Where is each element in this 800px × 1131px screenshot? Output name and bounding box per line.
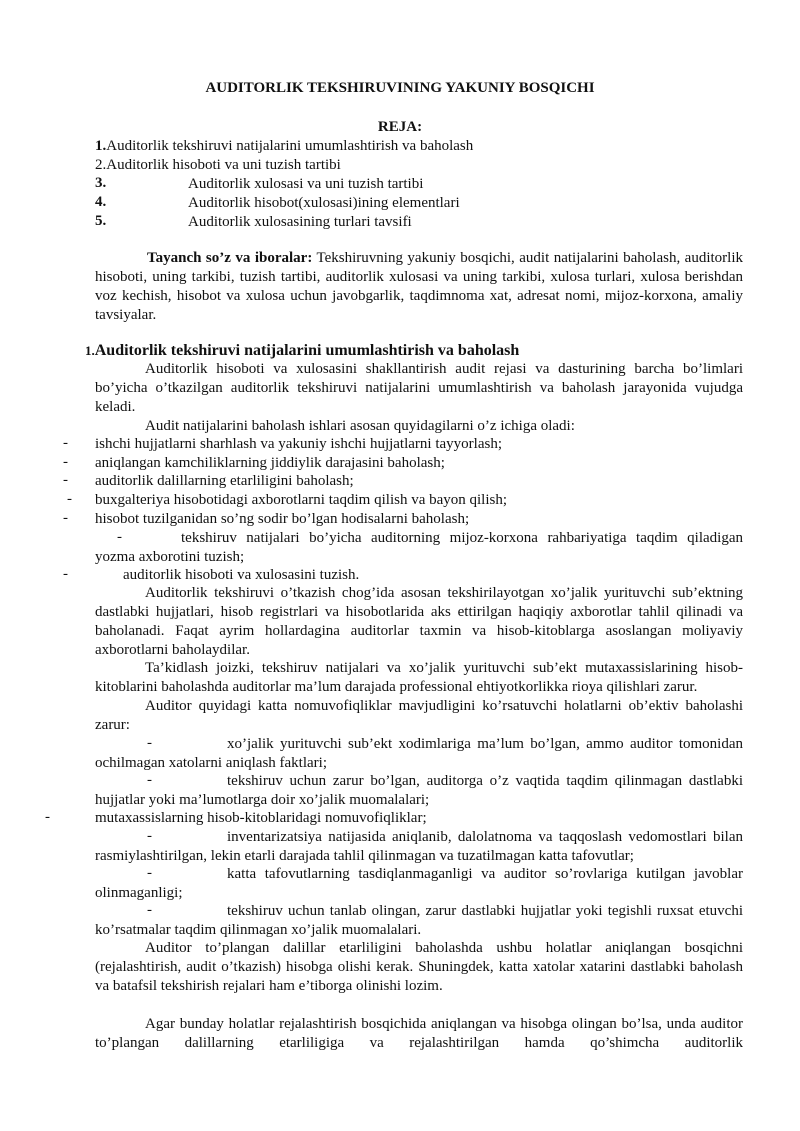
list-dash: - [147, 902, 152, 918]
list-item: buxgalteriya hisobotidagi axborotlarni taqdim qilish va bayon qilish; [95, 492, 508, 508]
paragraph-3: Auditorlik tekshiruvi o’tkazish chog’ida asosan tekshirilayotgan xo’jalik yurituvchi sub’ektning dastlabki hujjatlari, hisob registrlari va hisobotlarida aks ettirilgan haqiqiy axborotlar tahlil qilinadi va baholanadi. Faqat ayrim hollardagina auditorlar taxmin va hisob-kitoblarga asoslangan moliyaviy axborotlarni baholaydilar. [95, 585, 743, 658]
plan-item-3: Auditorlik xulosasi va uni tuzish tartibi [188, 176, 424, 192]
section-heading [85, 342, 519, 360]
paragraph-1: Auditorlik hisoboti va xulosasini shakllantirish audit rejasi va dasturining barcha bo’limlari bo’yicha o’tkazilgan auditorlik tekshiruvi natijalarini umumlashtirish va baholash jarayonida vujudga keladi. [95, 361, 743, 415]
list-dash: - [147, 865, 152, 881]
list-item: aniqlangan kamchiliklarning jiddiylik darajasini baholash; [95, 455, 445, 471]
list-dash: - [147, 735, 152, 751]
list-dash: - [63, 566, 68, 582]
list-item: tekshiruv uchun tanlab olingan, zarur dastlabki hujjatlar yoki tegishli ruxsat etuvchi ko’rsatmalar taqdim qilinmagan xo’jalik muomalalari. [95, 903, 743, 938]
list-dash: - [45, 809, 50, 825]
list-dash: - [147, 772, 152, 788]
paragraph-6: Auditor to’plangan dalillar etarliligini baholashda ushbu holatlar aniqlangan bosqichni (rejalashtirish, audit o’tkazish) hisobga olishi kerak. Shuningdek, katta xatolar xatarini dastlabki baholash va batafsil tekshirish rejalari ham e’tiborga olinishi lozim. [95, 940, 743, 994]
list-dash: - [63, 472, 68, 488]
plan-heading: REJA: [377, 119, 423, 135]
plan-item-4: Auditorlik hisobot(xulosasi)ining elementlari [188, 195, 460, 211]
section-title: Auditorlik tekshiruvi natijalarini umumlashtirish va baholash [94, 342, 520, 359]
keywords-paragraph [95, 249, 743, 325]
list-dash: - [117, 529, 122, 545]
paragraph-7: Agar bunday holatlar rejalashtirish bosqichida aniqlangan va hisobga olingan bo’lsa, unda auditor to’plangan dalillarning etarliligiga va rejalashtirilgan hamda qo’shimcha auditorlik [95, 1016, 743, 1051]
plan-item-1 [95, 137, 473, 155]
list-item: tekshiruv uchun zarur bo’lgan, auditorga o’z vaqtida taqdim qilinmagan dastlabki hujjatlar yoki ma’lumotlarga doir xo’jalik muomalalari; [95, 773, 743, 808]
document-title: AUDITORLIK TEKSHIRUVINING YAKUNIY BOSQICHI [205, 80, 595, 96]
plan-item-number: 3. [95, 175, 107, 191]
list-dash: - [63, 435, 68, 451]
list-item: inventarizatsiya natijasida aniqlanib, dalolatnoma va taqqoslash vedomostlari bilan rasmiylashtirilgan, lekin etarli darajada tahlil qilinmagan va tuzatilmagan katta tafovutlar; [95, 829, 743, 864]
plan-item-number: 4. [95, 194, 107, 210]
section-number: 1. [85, 343, 95, 358]
list-item: mutaxassislarning hisob-kitoblaridagi nomuvofiqliklar; [95, 810, 427, 826]
plan-item-number: 1. [95, 138, 107, 154]
list-dash: - [147, 828, 152, 844]
plan-item-2: 2.Auditorlik hisoboti va uni tuzish tartibi [95, 157, 341, 173]
list-item: auditorlik hisoboti va xulosasini tuzish. [123, 567, 360, 583]
list-dash: - [63, 454, 68, 470]
paragraph-4: Ta’kidlash joizki, tekshiruv natijalari va xo’jalik yurituvchi sub’ekt mutaxassislarining hisob-kitoblarini baholashda auditorlar ma’lum darajada professional ehtiyotkorlikka rioya qilishlari zarur. [95, 660, 743, 695]
list-item: xo’jalik yurituvchi sub’ekt xodimlariga ma’lum bo’lgan, ammo auditor tomonidan ochilmagan xatolarni aniqlash faktlari; [95, 736, 743, 771]
plan-item-text: Auditorlik tekshiruvi natijalarini umumlashtirish va baholash [106, 138, 474, 154]
paragraph-5: Auditor quyidagi katta nomuvofiqliklar mavjudligini ko’rsatuvchi holatlarni ob’ektiv baholashi zarur: [95, 698, 743, 733]
list-item: tekshiruv natijalari bo’yicha auditorning mijoz-korxona rahbariyatiga taqdim qiladigan yozma axborotini tuzish; [95, 530, 743, 565]
list-dash: - [63, 510, 68, 526]
list-item: katta tafovutlarning tasdiqlanmaganligi va auditor so’rovlariga kutilgan javoblar olinmaganligi; [95, 866, 743, 901]
keywords-label: Tayanch so’z va iboralar: [147, 250, 313, 266]
plan-item-5: Auditorlik xulosasining turlari tavsifi [188, 214, 412, 230]
paragraph-2: Audit natijalarini baholash ishlari asosan quyidagilarni o’z ichiga oladi: [145, 418, 575, 434]
plan-item-number: 5. [95, 213, 107, 229]
list-item: ishchi hujjatlarni sharhlash va yakuniy ishchi hujjatlarni tayyorlash; [95, 436, 502, 452]
list-item: auditorlik dalillarning etarliligini baholash; [95, 473, 354, 489]
list-dash: - [67, 491, 72, 507]
keywords-text: Tekshiruvning yakuniy bosqichi, audit natijalarini baholash, auditorlik hisoboti, uning tarkibi, tuzish tartibi, auditorlik xulosasi va uning tarkibi, xulosa turlari, xulosa berishdan voz kechish, hisobot va xulosa uchun javobgarlik, taqdimnoma xat, adresat nomi, mijoz-korxona, amaliy tavsiyalar. [95, 250, 744, 323]
list-item: hisobot tuzilganidan so’ng sodir bo’lgan hodisalarni baholash; [95, 511, 470, 527]
